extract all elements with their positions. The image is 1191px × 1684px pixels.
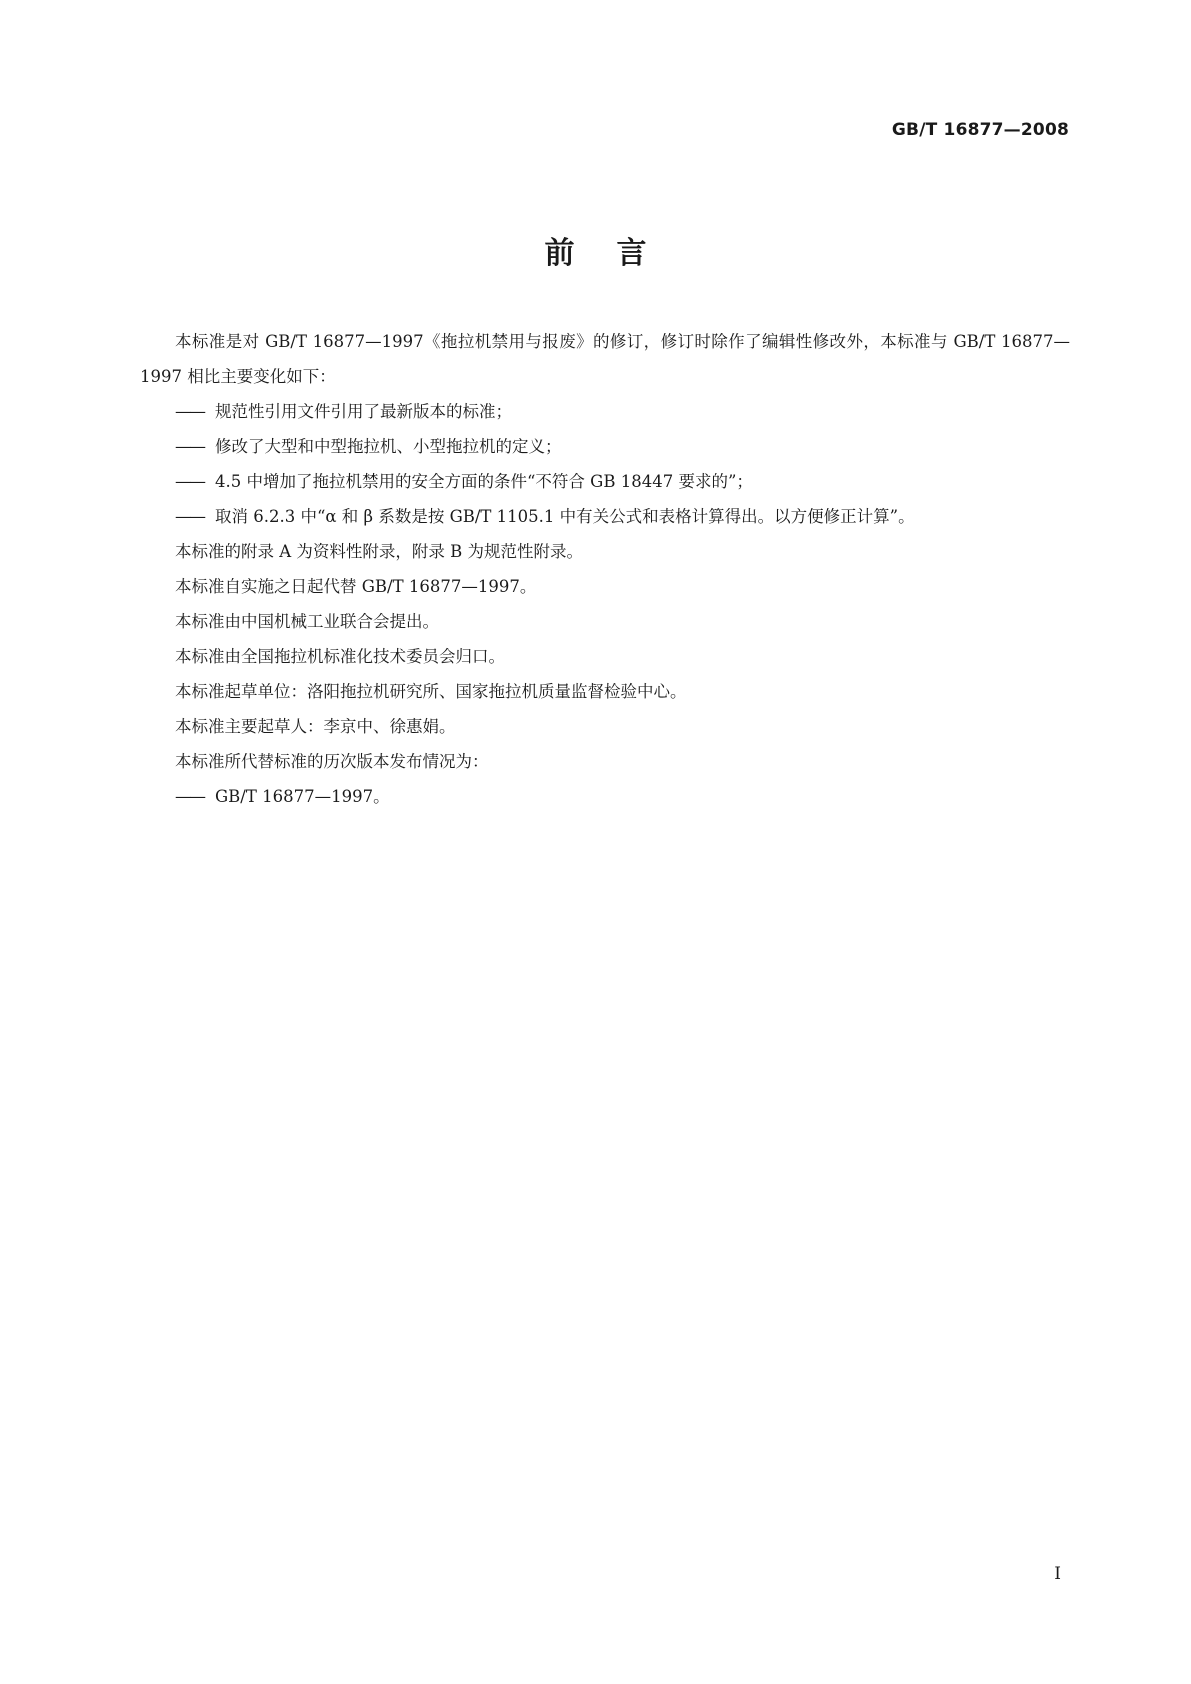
change-item <box>140 394 1070 429</box>
change-item <box>140 499 1070 534</box>
list-dash: —— <box>175 402 204 421</box>
statement-paragraph: 本标准所代替标准的历次版本发布情况为： <box>175 752 489 771</box>
page-title: 前言 <box>544 236 689 271</box>
change-item <box>140 464 1070 499</box>
statement-paragraph: 本标准主要起草人：李京中、徐惠娟。 <box>175 717 456 736</box>
change-text: 取消 6.2.3 中“α 和 β 系数是按 GB/T 1105.1 中有关公式和表格计算得出。以方便修正计算”。 <box>215 507 915 526</box>
statement-paragraph: 本标准自实施之日起代替 GB/T 16877—1997。 <box>175 577 537 596</box>
list-dash: —— <box>175 507 204 526</box>
intro-paragraph: 本标准是对 GB/T 16877—1997《拖拉机禁用与报废》的修订，修订时除作了编辑性修改外，本标准与 GB/T 16877—1997 相比主要变化如下： <box>140 332 1070 386</box>
standard-code-header: GB/T 16877—2008 <box>891 120 1069 140</box>
change-text: 修改了大型和中型拖拉机、小型拖拉机的定义； <box>215 437 562 456</box>
statement-paragraph: 本标准起草单位：洛阳拖拉机研究所、国家拖拉机质量监督检验中心。 <box>175 682 687 701</box>
statement-paragraph: 本标准由中国机械工业联合会提出。 <box>175 612 439 631</box>
foreword-body <box>140 324 1070 814</box>
page-number: I <box>1054 1564 1061 1584</box>
change-item <box>140 429 1070 464</box>
list-dash: —— <box>175 472 204 491</box>
statement-paragraph: 本标准由全国拖拉机标准化技术委员会归口。 <box>175 647 505 666</box>
history-item <box>140 779 1070 814</box>
change-text: 4.5 中增加了拖拉机禁用的安全方面的条件“不符合 GB 18447 要求的”； <box>215 472 753 491</box>
list-dash: —— <box>175 437 204 456</box>
list-dash: —— <box>175 787 204 806</box>
change-text: 规范性引用文件引用了最新版本的标准； <box>215 402 512 421</box>
history-text: GB/T 16877—1997。 <box>215 787 390 806</box>
statement-paragraph: 本标准的附录 A 为资料性附录，附录 B 为规范性附录。 <box>175 542 584 561</box>
